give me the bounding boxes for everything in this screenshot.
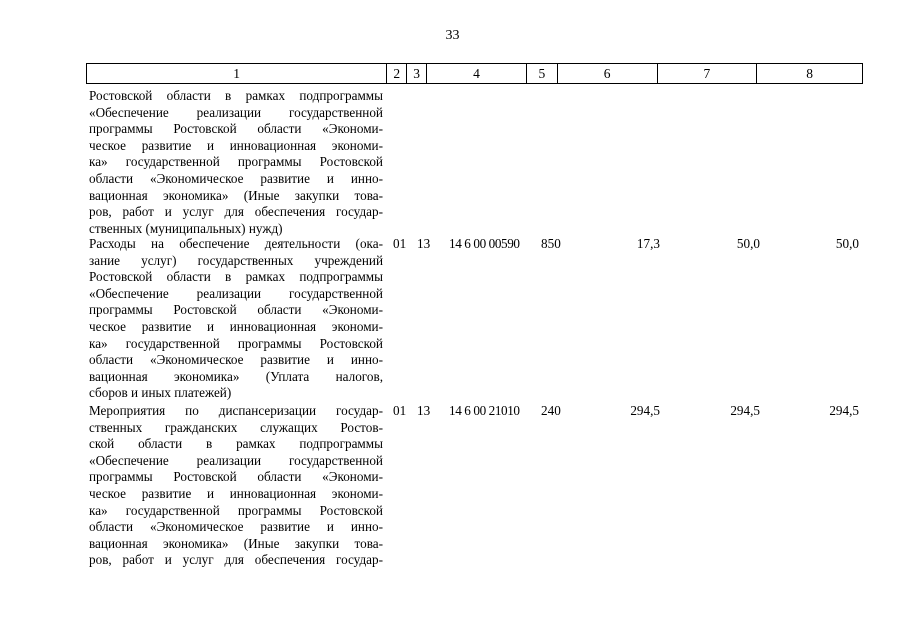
description-line: ственных (муниципальных) нужд)	[89, 220, 283, 236]
expense-type-code: 850	[541, 236, 561, 251]
description-line: ка» государственной программы Ростовской	[89, 335, 383, 351]
description-line: Мероприятия по диспансеризации государ-	[89, 403, 383, 418]
description-line: «Обеспечение реализации государственной	[89, 285, 383, 301]
target-article-code: 14 6 00 00590	[449, 236, 520, 251]
description-line: ров, работ и услуг для обеспечения государ-	[89, 204, 383, 220]
description-line: ка» государственной программы Ростовской	[89, 502, 383, 518]
description-line: ческое развитие и инновационная экономи-	[89, 318, 383, 334]
description-line: ческое развитие и инновационная экономи-	[89, 137, 383, 153]
row-description	[89, 88, 383, 237]
description-line: Ростовской области в рамках подпрограммы	[89, 88, 383, 103]
description-line: ров, работ и услуг для обеспечения государ-	[89, 552, 383, 568]
section-code: 01	[393, 236, 407, 251]
description-line: ка» государственной программы Ростовской	[89, 154, 383, 170]
row-description	[89, 236, 383, 402]
column-header-4: 4	[427, 64, 527, 83]
column-header-6: 6	[558, 64, 658, 83]
column-header-2: 2	[387, 64, 407, 83]
column-header-1: 1	[87, 64, 387, 83]
description-line: зание услуг) государственных учреждений	[89, 252, 383, 268]
column-header-3: 3	[407, 64, 427, 83]
description-line: вационная экономика» (Уплата налогов,	[89, 368, 383, 384]
amount-column-6: 17,3	[636, 236, 660, 251]
description-line: области «Экономическое развитие и инно-	[89, 519, 383, 535]
section-code: 01	[393, 403, 407, 418]
target-article-code: 14 6 00 21010	[449, 403, 520, 418]
column-header-5: 5	[527, 64, 558, 83]
description-line: Ростовской области в рамках подпрограммы	[89, 269, 383, 285]
description-line: Расходы на обеспечение деятельности (ока-	[89, 236, 383, 251]
amount-column-7: 50,0	[736, 236, 760, 251]
expense-type-code: 240	[541, 403, 561, 418]
subsection-code: 13	[417, 236, 431, 251]
description-line: ской области в рамках подпрограммы	[89, 436, 383, 452]
amount-column-8: 294,5	[829, 403, 859, 418]
amount-column-8: 50,0	[835, 236, 859, 251]
description-line: «Обеспечение реализации государственной	[89, 452, 383, 468]
page-number: 33	[445, 28, 460, 43]
description-line: вационная экономика» (Иные закупки това-	[89, 187, 383, 203]
description-line: сборов и иных платежей)	[89, 385, 232, 401]
subsection-code: 13	[417, 403, 431, 418]
description-line: ственных гражданских служащих Ростов-	[89, 419, 383, 435]
row-description	[89, 403, 383, 569]
description-line: области «Экономическое развитие и инно-	[89, 352, 383, 368]
column-header-8: 8	[806, 66, 814, 81]
description-line: области «Экономическое развитие и инно-	[89, 170, 383, 186]
description-line: ческое развитие и инновационная экономи-	[89, 485, 383, 501]
table-header-row	[86, 63, 863, 84]
amount-column-6: 294,5	[630, 403, 660, 418]
description-line: программы Ростовской области «Экономи-	[89, 302, 383, 318]
description-line: программы Ростовской области «Экономи-	[89, 469, 383, 485]
amount-column-7: 294,5	[730, 403, 760, 418]
description-line: программы Ростовской области «Экономи-	[89, 121, 383, 137]
description-line: «Обеспечение реализации государственной	[89, 104, 383, 120]
column-header-7: 7	[658, 64, 758, 83]
description-line: вационная экономика» (Иные закупки това-	[89, 535, 383, 551]
